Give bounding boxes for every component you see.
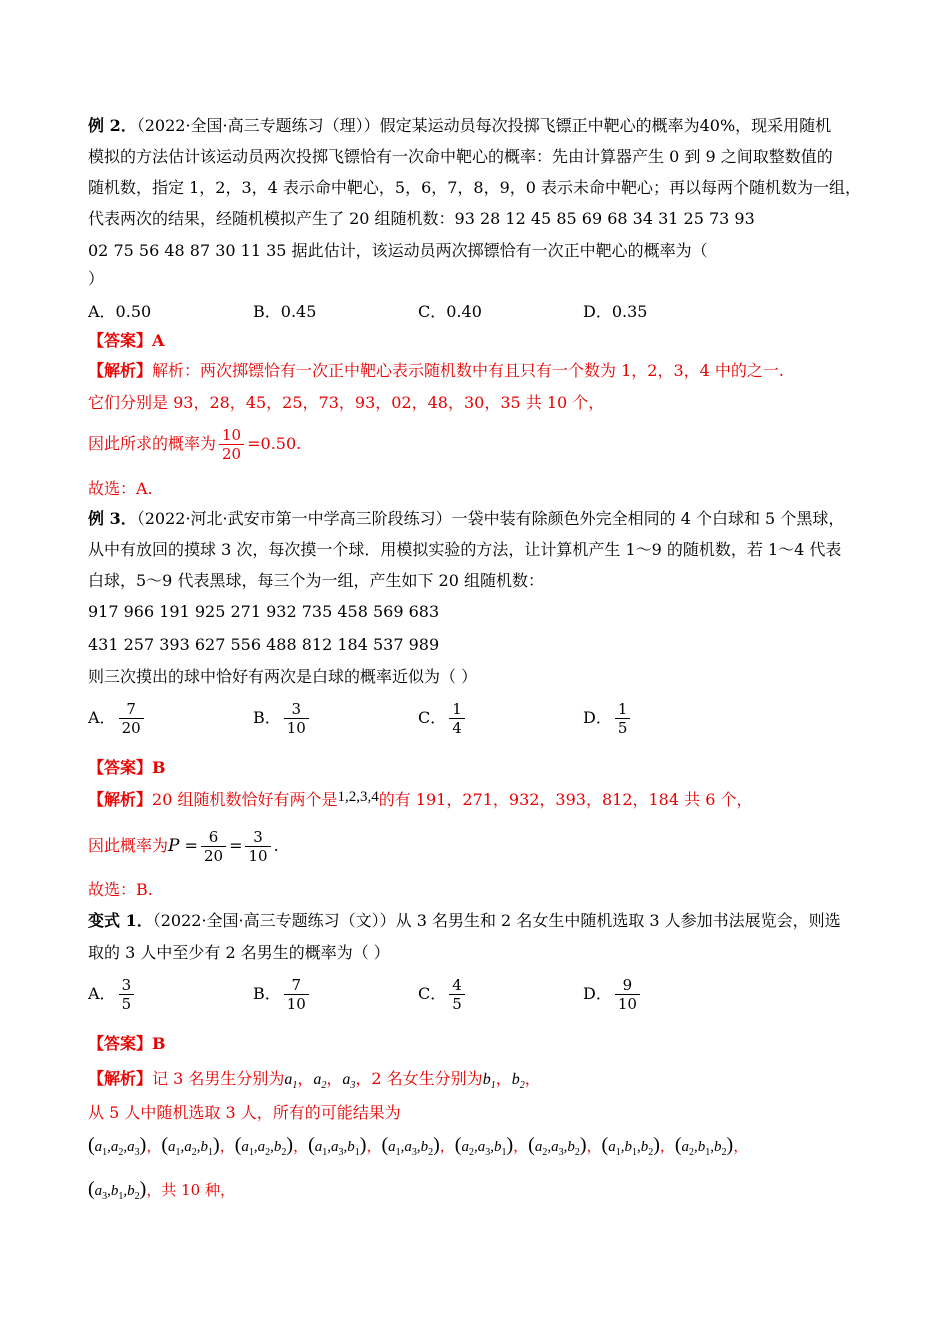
ex2-conclusion: 故选：A. [88,479,153,498]
var1-title: 变式 1． [88,911,153,930]
ex3-option-c: C． $\frac{1}{4}$ [418,700,468,737]
var1-option-c: C． $\frac{4}{5}$ [418,976,468,1013]
ex3-conclusion: 故选：B. [88,880,153,899]
ex3-option-a: A． $\frac{7}{20}$ [88,700,147,737]
ex2-option-a: A．0.50 [88,302,152,321]
ex3-line-5: 431 257 393 627 556 488 812 184 537 989 [88,635,440,654]
ex2-analysis-1: 【解析】解析：两次掷镖恰有一次正中靶心表示随机数中有且只有一个数为 1，2，3，4 中的之一. [88,361,784,380]
ex3-analysis-2: 因此概率为P = $\frac{6}{20}$ = $\frac{3}{10}$ . [88,828,279,865]
var1-option-b: B． $\frac{7}{10}$ [253,976,312,1013]
outcome-tuple: $(a_1,b_1,b_2)$ [601,1134,660,1158]
ex3-line-2: 从中有放回的摸球 3 次，每次摸一个球．用模拟实验的方法，让计算机产生 1～9 的随机数，若 1～4 代表 [88,540,842,559]
ex2-option-b: B．0.45 [253,302,317,321]
outcome-tuple: $(a_1,a_2,b_1)$ [161,1134,220,1158]
ex3-line-1: 例 3．（2022·河北·武安市第一中学高三阶段练习）一袋中装有除颜色外完全相同的 4 个白球和 5 个黑球， [88,509,845,528]
outcome-tuple: $(a_2,b_1,b_2)$ [674,1134,734,1158]
outcome-tuple: $(a_1,a_3,b_1)$ [308,1134,367,1158]
ex3-line-3: 白球，5～9 代表黑球，每三个为一组，产生如下 20 组随机数： [88,571,544,590]
ex3-option-d: D． $\frac{1}{5}$ [583,700,633,737]
var1-analysis-2: 从 5 人中随机选取 3 人，所有的可能结果为 [88,1103,401,1122]
ex2-line-5: 02 75 56 48 87 30 11 35 据此估计，该运动员两次掷镖恰有一次正中靶心的概率为（ [88,241,708,260]
outcome-tuple: $(a_3,b_1,b_2)$ [88,1178,147,1202]
var1-answer: 【答案】B [88,1034,166,1053]
outcome-tuple: $(a_1,a_3,b_2)$ [381,1134,440,1158]
ex3-title: 例 3． [88,509,137,528]
ex2-line-1 [88,115,831,137]
ex2-text-1: （2022·全国·高三专题练习（理））假定某运动员每次投掷飞镖正中靶心的概率为40%，现采用随机 [136,116,832,135]
var1-line-2: 取的 3 人中至少有 2 名男生的概率为（ ） [88,943,390,962]
outcome-tuple: $(a_2,a_3,b_2)$ [528,1134,587,1158]
ex2-option-c: C．0.40 [418,302,482,321]
outcome-tuple: $(a_1,a_2,a_3)$ [88,1134,147,1158]
ex3-answer: 【答案】B [88,758,166,777]
var1-outcomes-line-2: $(a_3,b_1,b_2)$，共 10 种， [88,1178,235,1202]
ex2-line-2: 模拟的方法估计该运动员两次投掷飞镖恰有一次命中靶心的概率：先由计算器产生 0 到 9 之间取整数值的 [88,147,833,166]
var1-analysis-1: 【解析】记 3 名男生分别为$a_1$，$a_2$，$a_3$，2 名女生分别为$b_1$，$b_2$， [88,1069,541,1092]
ex2-answer: 【答案】A [88,331,165,350]
var1-option-a: A． $\frac{3}{5}$ [88,976,137,1013]
ex3-line-6: 则三次摸出的球中恰好有两次是白球的概率近似为（ ） [88,667,478,686]
ex2-analysis-2: 它们分别是 93，28，45，25，73，93，02，48，30，35 共 10 个， [88,393,605,412]
var1-outcomes-line-1: $(a_1,a_2,a_3)$，$(a_1,a_2,b_1)$，$(a_1,a_2,b_2)$，$(a_1,a_3,b_1)$，$(a_1,a_3,b_2)$，$(a_2,a_3,b_1)$，$(a_2,a_3,b_2)$，$(a_1,b_1,b_2)$，$(a_2,b_1,b_2)$， [88,1134,749,1158]
outcome-tuple: $(a_2,a_3,b_1)$ [454,1134,514,1158]
ex2-line-3: 随机数，指定 1，2，3，4 表示命中靶心，5，6，7，8，9，0 表示未命中靶心；再以每两个随机数为一组， [88,178,862,197]
var1-line-1: 变式 1．（2022·全国·高三专题练习（文））从 3 名男生和 2 名女生中随机选取 3 人参加书法展览会，则选 [88,911,841,930]
ex3-option-b: B． $\frac{3}{10}$ [253,700,312,737]
ex3-analysis-1: 【解析】20 组随机数恰好有两个是1,2,3,4的有 191，271，932，393，812，184 共 6 个， [88,789,753,809]
ex3-line-4: 917 966 191 925 271 932 735 458 569 683 [88,602,440,621]
ex2-line-4: 代表两次的结果，经随机模拟产生了 20 组随机数：93 28 12 45 85 69 68 34 31 25 73 93 [88,209,755,228]
ex2-option-d: D．0.35 [583,302,648,321]
outcome-tuple: $(a_1,a_2,b_2)$ [234,1134,294,1158]
ex2-fraction: $\frac{10}{20}$ [219,426,244,463]
ex2-title: 例 2． [88,116,137,135]
var1-option-d: D． $\frac{9}{10}$ [583,976,643,1013]
ex2-analysis-3: 因此所求的概率为 $\frac{10}{20}$ =0.50. [88,426,302,463]
ex2-line-6: ） [88,269,105,288]
